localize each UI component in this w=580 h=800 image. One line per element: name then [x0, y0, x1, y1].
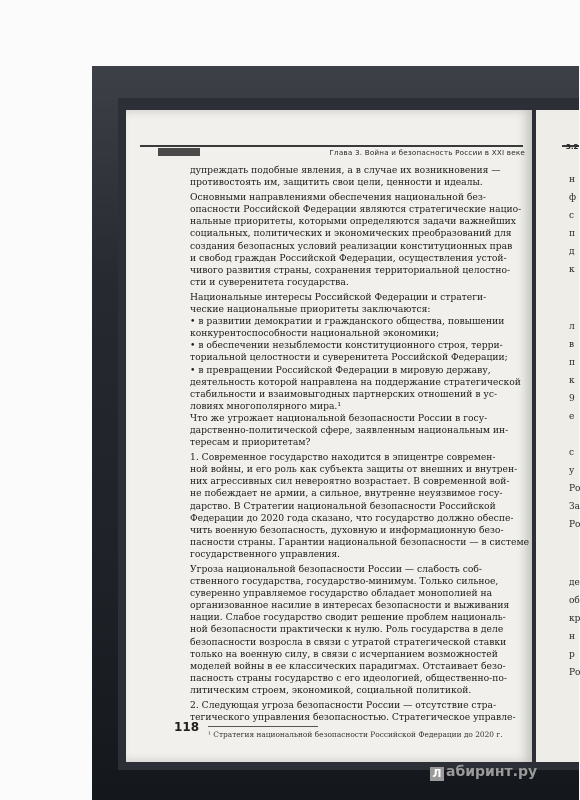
text-line: ственного государства, государство-минимум. Только сильное, — [190, 576, 499, 588]
text-line: тегического управления безопасностью. Стратегическое управле- — [190, 712, 516, 724]
right-page-fragment: е — [569, 412, 575, 422]
text-line: Угроза национальной безопасности России — слабость соб- — [190, 564, 483, 575]
footnote-rule — [208, 726, 318, 727]
text-line: дупреждать подобные явления, а в случае их возникновения — — [190, 165, 501, 176]
text-line: конкурентоспособности национальной экономики; — [190, 328, 440, 340]
text-line: тересам и приоритетам? — [190, 437, 311, 449]
header-marker — [158, 148, 200, 156]
text-line: Что же угрожает национальной безопасности России в госу- — [190, 412, 488, 424]
text-line: Основными направлениями обеспечения национальной без- — [190, 192, 486, 204]
text-line: пасность страны государство с его идеологией, общественно-по- — [190, 672, 508, 684]
text-line: ловиях многополярного мира.¹ — [190, 400, 342, 412]
running-header: Глава 3. Война и безопасность России в XXI веке — [329, 148, 525, 157]
right-page-fragment: ф — [569, 193, 577, 203]
text-line: Федерации до 2020 года сказано, что государство должно обеспе- — [190, 512, 514, 524]
text-line: стабильности и взаимовыгодных партнерских отношений в ус- — [190, 388, 498, 400]
right-page-fragment: л — [569, 322, 575, 332]
watermark-mark-icon: Л — [430, 767, 444, 781]
right-page-fragment: Ро — [569, 520, 580, 530]
body-text — [190, 165, 530, 724]
text-line: ториальной целостности и суверенитета Российской Федерации; — [190, 352, 508, 364]
right-page-fragment: с — [569, 211, 575, 221]
header-rule — [140, 145, 523, 147]
right-page-fragment: 9 — [569, 394, 575, 404]
text-line: пасности страны. Гарантии национальной безопасности — в системе — [190, 536, 530, 548]
text-line: ческие национальные приоритеты заключаются: — [190, 304, 431, 316]
footnote: ¹ Стратегия национальной безопасности Российской Федерации до 2020 г. — [208, 730, 503, 739]
right-page-fragment: в — [569, 340, 575, 350]
right-page-fragment: с — [569, 448, 575, 458]
text-line: ной безопасности практически к нулю. Роль государства в деле — [190, 624, 504, 636]
right-page-fragment: За — [569, 502, 580, 512]
text-line: и свобод граждан Российской Федерации, осуществления устой- — [190, 252, 507, 264]
text-line: не побеждает не армии, а сильное, внутренне неуязвимое госу- — [190, 488, 503, 500]
text-line: • в превращении Российской Федерации в мировую державу, — [190, 364, 491, 376]
watermark-text: абиринт.ру — [446, 764, 538, 780]
right-page-fragment: д — [569, 247, 575, 257]
text-line: • в развитии демократии и гражданского общества, повышении — [190, 316, 505, 328]
right-page-fragment: Ро — [569, 484, 580, 494]
right-page-fragment: об — [569, 596, 580, 606]
text-line: них агрессивных сил невероятно возрастает. В современной вой- — [190, 476, 510, 488]
text-line: деятельность которой направлена на поддержание стратегической — [190, 376, 521, 388]
watermark-logo — [430, 764, 537, 781]
text-line: создания безопасных условий реализации конституционных прав — [190, 240, 513, 252]
text-line: только на военную силу, в связи с исчерпанием возможностей — [190, 648, 498, 660]
text-line: безопасности возросла в связи с утратой стратегической ставки — [190, 636, 507, 648]
right-running-header: 3.2 — [566, 143, 579, 151]
text-line: сти и суверенитета государства. — [190, 276, 349, 288]
right-page-fragment: п — [569, 229, 575, 239]
text-line: суверенно управляемое государство обладает монополией на — [190, 588, 493, 600]
text-line: Национальные интересы Российской Федерации и стратеги- — [190, 291, 487, 303]
right-page-fragment: р — [569, 650, 575, 660]
right-page — [536, 110, 579, 762]
text-line: • в обеспечении незыблемости конституционного строя, терри- — [190, 340, 503, 352]
text-line: 1. Современное государство находится в эпицентре современ- — [190, 452, 496, 464]
right-page-fragment: п — [569, 358, 575, 368]
right-page-fragment: к — [569, 376, 575, 386]
right-page-fragment: н — [569, 632, 575, 642]
right-page-fragment: у — [569, 466, 575, 476]
right-page-fragment: к — [569, 265, 575, 275]
text-line: нации. Слабое государство сводит решение проблем националь- — [190, 612, 506, 624]
text-line: дарственно-политической сфере, заявленным национальным ин- — [190, 424, 509, 436]
text-line: моделей войны в ее классических парадигмах. Отстаивает безо- — [190, 660, 506, 672]
text-line: чить военную безопасность, духовную и информационную безо- — [190, 524, 504, 536]
text-line: нальные приоритеты, которыми определяются задачи важнейших — [190, 216, 516, 228]
text-line: 2. Следующая угроза безопасности России — отсутствие стра- — [190, 700, 497, 712]
text-line: ной войны, и его роль как субъекта защиты от внешних и внутрен- — [190, 464, 518, 476]
text-line: опасности Российской Федерации являются стратегические нацио- — [190, 204, 522, 216]
text-line: противостоять им, защитить свои цели, ценности и идеалы. — [190, 177, 483, 189]
right-page-fragment: кр — [569, 614, 580, 624]
text-line: дарство. В Стратегии национальной безопасности Российской — [190, 500, 496, 512]
text-line: организованное насилие в интересах безопасности и выживания — [190, 600, 510, 612]
text-line: социальных, политических и экономических преобразований для — [190, 228, 512, 240]
right-page-fragment: Ро — [569, 668, 580, 678]
right-page-fragment: н — [569, 175, 575, 185]
text-line: литическим строем, экономикой, социальной политикой. — [190, 684, 472, 696]
text-line: государственного управления. — [190, 548, 341, 560]
text-line: чивого развития страны, сохранения территориальной целостно- — [190, 264, 511, 276]
page-number: 118 — [174, 720, 200, 734]
right-page-fragment: де — [569, 578, 580, 588]
